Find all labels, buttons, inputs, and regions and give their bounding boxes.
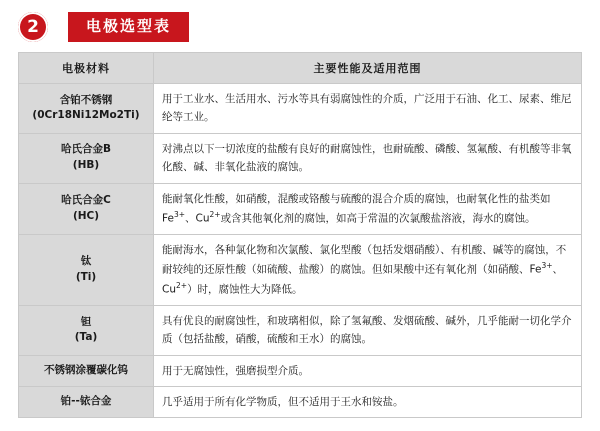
material-line: (HB) — [72, 159, 100, 172]
cell-material — [19, 234, 154, 305]
material-line: 含铂不锈钢 — [59, 93, 113, 106]
table-row — [19, 387, 582, 418]
cell-description: 几乎适用于所有化学物质，但不适用于王水和铵盐。 — [154, 387, 582, 418]
cell-material — [19, 355, 154, 386]
table-row — [19, 183, 582, 234]
table-row — [19, 355, 582, 386]
material-line: 铂--铱合金 — [60, 395, 112, 408]
cell-description: 用于工业水、生活用水、污水等具有弱腐蚀性的介质，广泛用于石油、化工、尿素、维尼纶等工业。 — [154, 84, 582, 134]
material-line: 钛 — [80, 255, 92, 268]
column-header-material: 电极材料 — [19, 53, 154, 84]
material-line: (HC) — [72, 209, 100, 222]
table-row — [19, 84, 582, 134]
material-line: (Ta) — [74, 331, 98, 344]
cell-description: 用于无腐蚀性，强磨损型介质。 — [154, 355, 582, 386]
cell-description: 具有优良的耐腐蚀性，和玻璃相似，除了氢氟酸、发烟硫酸、碱外，几乎能耐一切化学介质（包括盐酸，硝酸，硫酸和王水）的腐蚀。 — [154, 305, 582, 355]
table-body — [19, 84, 582, 418]
material-line: (Ti) — [75, 270, 97, 283]
cell-description: 对沸点以下一切浓度的盐酸有良好的耐腐蚀性，也耐硫酸、磷酸、氢氟酸、有机酸等非氧化酸、碱、非氧化盐液的腐蚀。 — [154, 133, 582, 183]
table-header-row — [19, 53, 582, 84]
page-title: 电极选型表 — [68, 12, 189, 42]
cell-material — [19, 133, 154, 183]
section-number-badge: 2 — [18, 12, 48, 42]
document-header — [0, 0, 600, 52]
material-line: 哈氏合金B — [60, 143, 111, 156]
electrode-selection-table — [18, 52, 582, 418]
material-line: 不锈钢涂覆碳化钨 — [44, 363, 128, 376]
table-row — [19, 234, 582, 305]
table-row — [19, 133, 582, 183]
table-container — [0, 52, 600, 418]
cell-description: 能耐海水，各种氯化物和次氯酸、氯化型酸（包括发烟硝酸）、有机酸、碱等的腐蚀，不耐较纯的还原性酸（如硫酸、盐酸）的腐蚀。但如果酸中还有氧化剂（如硝酸、$Fe^{3+}$、$Cu^{2+}$）时，腐蚀性大为降低。 — [154, 234, 582, 305]
cell-description: 能耐氧化性酸，如硝酸，混酸或铬酸与硫酸的混合介质的腐蚀，也耐氧化性的盐类如$Fe^{3+}$、$Cu^{2+}$或含其他氧化剂的腐蚀，如高于常温的次氯酸盐溶液，海水的腐蚀。 — [154, 183, 582, 234]
cell-material — [19, 387, 154, 418]
material-line: (0Cr18Ni12Mo2Ti) — [32, 109, 140, 122]
material-line: 钽 — [80, 315, 92, 328]
cell-material — [19, 183, 154, 234]
material-line: 哈氏合金C — [61, 193, 111, 206]
table-row — [19, 305, 582, 355]
column-header-description: 主要性能及适用范围 — [154, 53, 582, 84]
cell-material — [19, 84, 154, 134]
cell-material — [19, 305, 154, 355]
